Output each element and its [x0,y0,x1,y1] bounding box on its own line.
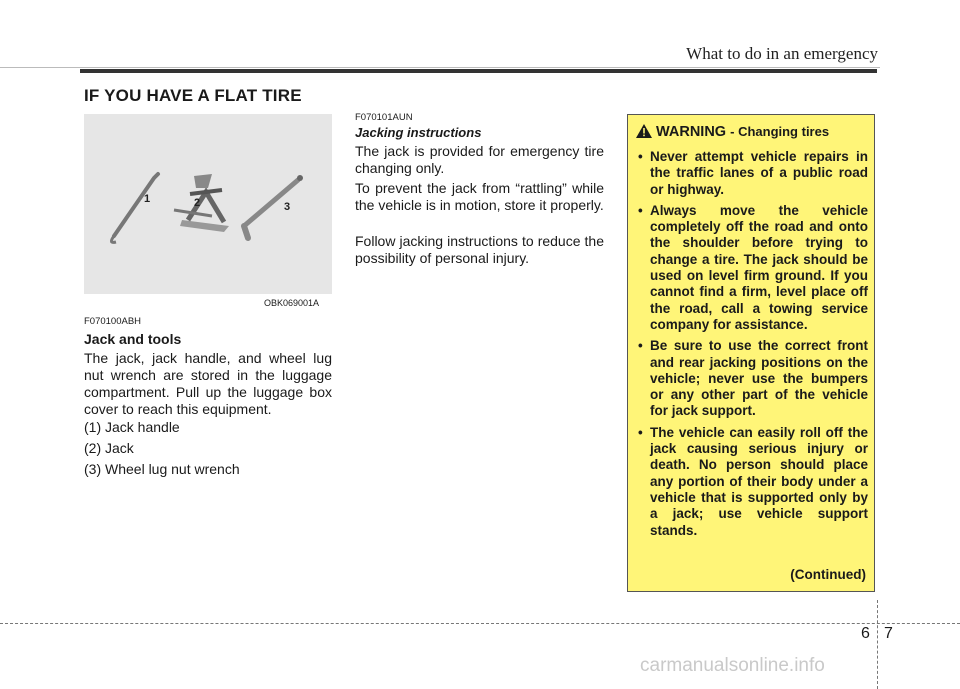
tools-photo [84,114,332,294]
bullet: • [638,149,643,164]
jack-tools-heading: Jack and tools [84,331,182,347]
warning-item-text: The vehicle can easily roll off the jack causing serious injury or death. No person should place any portion of their body under a vehicle that is supported only by a jack; use vehicle support stands. [650,424,868,538]
continued-label: (Continued) [790,567,866,582]
jack-tools-code: F070100ABH [84,316,142,327]
bullet: • [638,202,643,218]
figure-label-3: 3 [284,201,291,213]
warning-box [627,114,875,592]
warning-triangle-icon [636,124,652,142]
warning-item [638,149,868,198]
warning-item-text: Be sure to use the correct front and rear jacking positions on the vehicle; never use the bumpers or any other part of the vehicle for jack support. [650,338,868,419]
warning-title: WARNING [656,124,727,140]
warning-item [638,425,868,539]
chapter-number: 6 [861,625,870,642]
header-rule-thin [0,67,880,68]
warning-list [638,149,868,544]
running-header: What to do in an emergency [686,44,878,63]
page-number: 7 [884,625,893,642]
watermark: carmanualsonline.info [640,655,825,676]
figure-label-2: 2 [194,197,201,209]
bullet: • [638,424,643,440]
jack-tools-paragraph: The jack, jack handle, and wheel lug nut wrench are stored in the luggage compartment. Pull up the luggage box cover to reach this equipment. [84,350,332,417]
jacking-paragraph: Follow jacking instructions to reduce the possibility of personal injury. [355,233,604,266]
jacking-heading: Jacking instructions [355,125,482,140]
footer-rule [0,623,960,624]
bullet: • [638,338,643,354]
tool-item: (3) Wheel lug nut wrench [84,461,240,477]
warning-item [638,203,868,333]
warning-item [638,338,868,419]
jacking-paragraph: The jack is provided for emergency tire changing only. [355,143,604,176]
warning-item-text: Never attempt vehicle repairs in the traffic lanes of a public road or highway. [650,149,868,197]
jacking-code: F070101AUN [355,112,413,123]
warning-heading [636,124,829,142]
tool-item: (2) Jack [84,440,134,456]
tools-illustration [84,114,332,294]
footer-divider [877,600,878,689]
section-title: IF YOU HAVE A FLAT TIRE [84,86,302,105]
warning-subtitle: - Changing tires [730,124,830,139]
warning-item-text: Always move the vehicle completely off the road and onto the shoulder before trying to change a tire. The jack should be used on level firm ground. If you cannot find a firm, level place off the road, call a towing service company for assistance. [650,202,868,332]
figure-label-1: 1 [144,193,151,205]
jacking-paragraph: To prevent the jack from “rattling” while the vehicle is in motion, store it properly. [355,180,604,213]
header-rule [80,69,877,73]
figure-code: OBK069001A [264,298,320,308]
tool-item: (1) Jack handle [84,419,180,435]
